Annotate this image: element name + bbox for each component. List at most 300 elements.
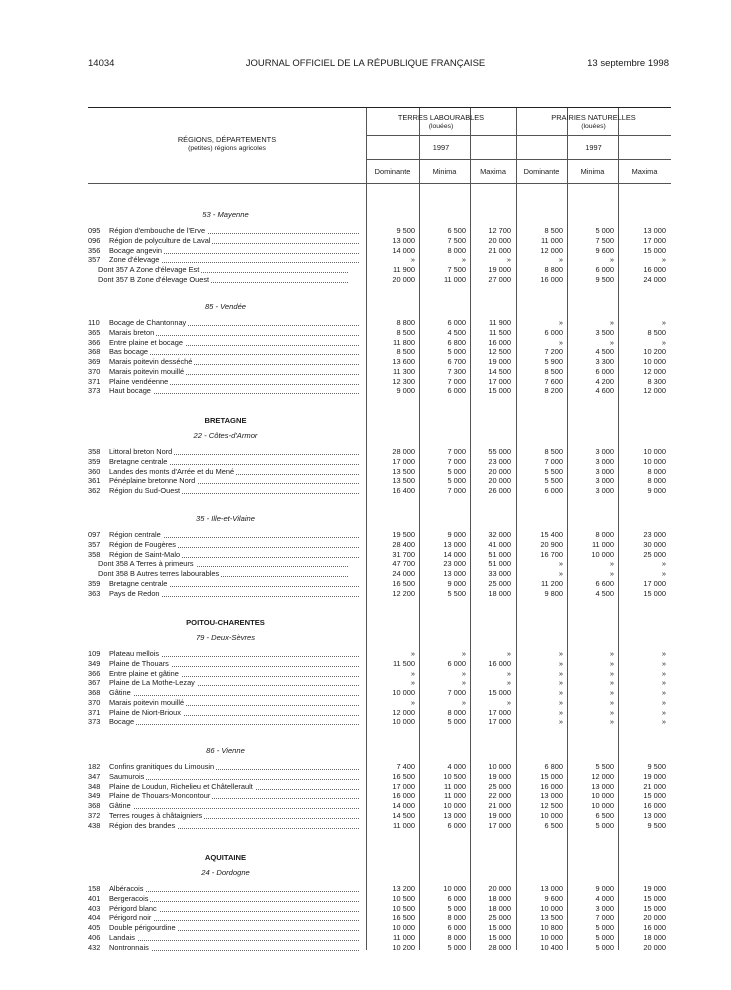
row-value: 23 000	[443, 559, 466, 569]
regions-heading: RÉGIONS, DÉPARTEMENTS (petites) régions agricoles	[177, 135, 277, 152]
row-value: 11 900	[392, 265, 415, 274]
department-heading: 85 - Vendée	[204, 302, 247, 311]
row-code: 349	[88, 791, 101, 801]
row-code: 366	[88, 668, 101, 678]
header-rule	[366, 159, 671, 160]
table-row	[88, 550, 671, 560]
department-heading: 53 - Mayenne	[202, 210, 249, 219]
table-row	[88, 762, 671, 772]
row-value: 10 800	[540, 923, 563, 932]
row-label: Région de polyculture de Laval	[109, 236, 359, 246]
row-value: 14 000	[392, 801, 415, 810]
table-row	[88, 791, 671, 801]
col-dominante: Dominante	[374, 167, 411, 176]
row-value: 51 000	[488, 549, 511, 559]
row-value: 12 500	[488, 347, 511, 357]
row-value: 16 000	[643, 265, 666, 274]
row-value: »	[410, 697, 415, 707]
row-label: Terres rouges à châtaigniers	[109, 811, 359, 821]
row-value: »	[558, 337, 563, 347]
table-row	[88, 894, 671, 904]
row-label: Zone d'élevage	[109, 255, 359, 265]
table-row	[88, 236, 671, 246]
row-value: 3 000	[595, 486, 614, 495]
row-value: 9 500	[647, 820, 666, 830]
row-label: Dont 357 A Zone d'élevage Est	[98, 265, 348, 275]
row-value: 7 000	[447, 486, 466, 495]
row-label: Marais poitevin mouillé	[109, 698, 359, 708]
table-row	[88, 530, 671, 540]
row-label: Marais breton	[109, 328, 359, 338]
row-label: Périgord blanc	[109, 904, 359, 914]
table-row	[88, 338, 671, 348]
row-value: 6 000	[447, 386, 466, 396]
row-value: »	[661, 697, 666, 707]
row-value: »	[661, 688, 666, 697]
row-code: 365	[88, 327, 101, 337]
header-rule	[88, 183, 671, 184]
row-value: 4 000	[595, 893, 614, 903]
row-code: 367	[88, 678, 101, 688]
row-code: 357	[88, 539, 101, 549]
row-value: 47 700	[392, 559, 415, 569]
row-code: 432	[88, 942, 101, 952]
table-row	[88, 318, 671, 328]
row-value: 18 000	[488, 893, 511, 903]
row-label: Landais	[109, 933, 359, 943]
row-label: Région d'embouche de l'Erve	[109, 226, 359, 236]
region-heading: POITOU-CHARENTES	[186, 618, 265, 627]
row-value: 15 000	[488, 932, 511, 942]
row-value: 5 000	[595, 820, 614, 830]
table-row	[88, 904, 671, 914]
row-value: 7 600	[544, 376, 563, 386]
row-value: 5 500	[447, 588, 466, 598]
table-row	[88, 669, 671, 679]
table-row	[88, 226, 671, 236]
row-label: Région de Fougères	[109, 540, 359, 550]
row-value: »	[558, 559, 563, 569]
row-value: 11 000	[443, 274, 466, 284]
row-code: 371	[88, 376, 101, 386]
row-code: 405	[88, 923, 101, 932]
row-value: 3 000	[595, 903, 614, 913]
prairies-naturelles-heading: PRAIRIES NATURELLES (louées)	[551, 113, 636, 130]
row-label: Dont 358 B Autres terres labourables	[98, 569, 348, 579]
row-value: 15 000	[488, 386, 511, 396]
row-value: »	[558, 668, 563, 678]
row-value: 23 000	[643, 530, 666, 539]
row-value: 6 800	[544, 762, 563, 771]
row-value: 9 000	[595, 884, 614, 893]
row-value: 11 200	[540, 578, 563, 588]
row-value: 12 000	[392, 707, 415, 717]
row-value: 15 400	[540, 530, 563, 539]
row-value: 15 000	[540, 771, 563, 781]
row-label: Bocage de Chantonnay	[109, 318, 359, 328]
row-value: 3 000	[595, 447, 614, 456]
row-label: Saumurois	[109, 772, 359, 782]
row-value: 11 000	[392, 820, 415, 830]
row-value: 10 200	[392, 942, 415, 952]
row-value: 19 000	[643, 884, 666, 893]
row-value: 6 500	[447, 226, 466, 235]
row-code: 368	[88, 801, 101, 810]
row-value: 16 000	[643, 801, 666, 810]
row-value: »	[506, 255, 511, 265]
row-code: 404	[88, 913, 101, 923]
row-value: 11 500	[488, 327, 511, 337]
row-value: 14 000	[392, 245, 415, 255]
row-value: 20 900	[540, 539, 563, 549]
row-value: 10 000	[392, 717, 415, 727]
row-label: Confins granitiques du Limousin	[109, 762, 359, 772]
row-value: 6 000	[595, 366, 614, 376]
row-value: 8 000	[647, 476, 666, 486]
row-value: »	[609, 569, 614, 578]
row-value: 7 000	[595, 913, 614, 923]
row-value: 6 000	[595, 265, 614, 274]
row-value: 7 500	[447, 235, 466, 245]
table-row	[88, 933, 671, 943]
row-value: 13 000	[540, 791, 563, 801]
row-value: 15 000	[643, 245, 666, 255]
row-value: 9 000	[447, 578, 466, 588]
row-value: 21 000	[488, 245, 511, 255]
table-row	[88, 559, 671, 569]
row-value: 6 000	[447, 658, 466, 668]
table-row	[88, 255, 671, 265]
row-value: 13 500	[392, 466, 415, 476]
row-value: 5 000	[447, 942, 466, 952]
row-value: »	[661, 337, 666, 347]
row-code: 362	[88, 486, 101, 495]
region-heading: BRETAGNE	[204, 416, 247, 425]
row-value: 8 000	[447, 913, 466, 923]
row-code: 369	[88, 357, 101, 366]
table-row	[88, 386, 671, 396]
row-value: 5 000	[595, 923, 614, 932]
row-label: Pays de Redon	[109, 589, 359, 599]
row-value: »	[609, 717, 614, 727]
row-value: 28 000	[392, 447, 415, 456]
row-value: 31 700	[392, 549, 415, 559]
row-label: Plaine de Niort-Brioux	[109, 708, 359, 718]
row-code: 359	[88, 578, 101, 588]
row-code: 358	[88, 549, 101, 559]
row-value: 25 000	[488, 578, 511, 588]
row-value: 10 000	[643, 456, 666, 466]
row-value: 25 000	[488, 913, 511, 923]
row-value: »	[609, 697, 614, 707]
row-label: Bretagne centrale	[109, 457, 359, 467]
row-value: 12 000	[540, 245, 563, 255]
row-value: 16 000	[540, 781, 563, 791]
row-value: 4 500	[595, 588, 614, 598]
row-value: 9 000	[396, 386, 415, 396]
row-value: 5 500	[544, 476, 563, 486]
row-value: 20 000	[488, 466, 511, 476]
row-value: 5 000	[447, 466, 466, 476]
table-row	[88, 717, 671, 727]
header-rule	[366, 135, 671, 136]
row-value: 8 000	[447, 707, 466, 717]
row-value: 16 000	[488, 658, 511, 668]
row-value: 10 000	[540, 932, 563, 942]
row-value: 13 000	[392, 235, 415, 245]
row-value: 16 000	[540, 274, 563, 284]
row-value: 7 000	[447, 376, 466, 386]
row-label: Pénéplaine bretonne Nord	[109, 476, 359, 486]
table-row	[88, 688, 671, 698]
row-value: 7 200	[544, 347, 563, 357]
row-value: 10 500	[392, 893, 415, 903]
row-value: »	[558, 717, 563, 727]
col-dominante: Dominante	[523, 167, 560, 176]
row-value: 15 000	[488, 923, 511, 932]
row-value: 15 000	[643, 903, 666, 913]
row-value: 7 400	[396, 762, 415, 771]
row-value: 5 000	[447, 476, 466, 486]
row-value: 28 000	[488, 942, 511, 952]
table-row	[88, 347, 671, 357]
row-value: 16 700	[540, 549, 563, 559]
row-value: 9 600	[544, 893, 563, 903]
row-value: 19 500	[392, 530, 415, 539]
row-value: 20 000	[488, 235, 511, 245]
row-value: 13 200	[392, 884, 415, 893]
row-value: »	[558, 688, 563, 697]
row-value: 10 500	[392, 903, 415, 913]
row-value: 17 000	[488, 717, 511, 727]
table-row	[88, 265, 671, 275]
table-row	[88, 367, 671, 377]
row-value: 24 000	[392, 569, 415, 578]
table-row	[88, 457, 671, 467]
row-value: 11 900	[488, 318, 511, 327]
row-value: 27 000	[488, 274, 511, 284]
row-code: 370	[88, 697, 101, 707]
year-heading: 1997	[432, 143, 450, 152]
table-row	[88, 589, 671, 599]
row-value: 5 000	[447, 347, 466, 357]
row-value: 14 000	[443, 549, 466, 559]
row-value: 18 000	[488, 903, 511, 913]
row-value: 28 400	[392, 539, 415, 549]
row-value: 10 000	[540, 903, 563, 913]
row-value: »	[661, 717, 666, 727]
row-label: Plaine vendéenne	[109, 377, 359, 387]
table-row	[88, 923, 671, 933]
row-value: 19 000	[488, 357, 511, 366]
row-code: 347	[88, 771, 101, 781]
row-label: Gâtine	[109, 801, 359, 811]
row-value: 7 000	[447, 447, 466, 456]
row-value: 5 500	[595, 762, 614, 771]
row-code: 363	[88, 588, 101, 598]
row-value: 9 500	[647, 762, 666, 771]
row-code: 182	[88, 762, 101, 771]
row-value: 15 000	[643, 588, 666, 598]
row-value: »	[461, 697, 466, 707]
row-value: 6 000	[544, 327, 563, 337]
row-label: Nontronnais	[109, 943, 359, 953]
row-code: 095	[88, 226, 101, 235]
row-value: 19 000	[643, 771, 666, 781]
row-value: 7 000	[447, 688, 466, 697]
table-row	[88, 772, 671, 782]
row-label: Bas bocage	[109, 347, 359, 357]
row-value: 7 500	[595, 235, 614, 245]
row-value: 11 500	[392, 658, 415, 668]
row-code: 096	[88, 235, 101, 245]
row-value: »	[506, 668, 511, 678]
row-value: »	[661, 707, 666, 717]
table-row	[88, 884, 671, 894]
row-value: 9 800	[544, 588, 563, 598]
row-value: 41 000	[488, 539, 511, 549]
row-code: 358	[88, 447, 101, 456]
row-value: 3 000	[595, 466, 614, 476]
row-value: »	[609, 318, 614, 327]
issue-date: 13 septembre 1998	[587, 58, 669, 69]
department-heading: 35 - Ille-et-Vilaine	[196, 514, 255, 523]
row-value: 13 600	[392, 357, 415, 366]
row-code: 361	[88, 476, 101, 486]
row-value: 20 000	[643, 913, 666, 923]
row-value: 8 000	[595, 530, 614, 539]
row-value: 13 000	[443, 539, 466, 549]
row-value: 17 000	[392, 781, 415, 791]
row-value: 10 000	[591, 549, 614, 559]
row-code: 370	[88, 366, 101, 376]
row-label: Bretagne centrale	[109, 579, 359, 589]
row-value: 10 000	[392, 688, 415, 697]
table-row	[88, 540, 671, 550]
row-value: 24 000	[643, 274, 666, 284]
row-value: »	[609, 668, 614, 678]
row-value: »	[609, 255, 614, 265]
row-value: 4 200	[595, 376, 614, 386]
row-code: 360	[88, 466, 101, 476]
row-label: Gâtine	[109, 688, 359, 698]
row-label: Haut bocage	[109, 386, 359, 396]
row-value: 10 000	[591, 801, 614, 810]
row-value: 15 000	[643, 893, 666, 903]
row-value: »	[661, 658, 666, 668]
row-value: 4 500	[447, 327, 466, 337]
table-row	[88, 447, 671, 457]
row-label: Région du Sud-Ouest	[109, 486, 359, 496]
row-value: 6 500	[544, 820, 563, 830]
row-code: 368	[88, 347, 101, 357]
row-value: »	[410, 678, 415, 688]
row-value: 12 000	[643, 386, 666, 396]
row-value: »	[506, 678, 511, 688]
row-label: Plaine de Thouars	[109, 659, 359, 669]
col-minima: Minima	[580, 167, 605, 176]
row-value: »	[558, 649, 563, 658]
row-value: 23 000	[488, 456, 511, 466]
row-value: 33 000	[488, 569, 511, 578]
row-value: 10 000	[643, 357, 666, 366]
row-value: 10 000	[540, 810, 563, 820]
row-value: »	[558, 678, 563, 688]
col-maxima: Maxima	[631, 167, 658, 176]
table-row	[88, 913, 671, 923]
row-value: 4 600	[595, 386, 614, 396]
row-value: 4 000	[447, 762, 466, 771]
row-value: 6 000	[447, 318, 466, 327]
table-row	[88, 943, 671, 953]
row-code: 109	[88, 649, 101, 658]
row-label: Région centrale	[109, 530, 359, 540]
row-value: 8 500	[544, 226, 563, 235]
journal-title: JOURNAL OFFICIEL DE LA RÉPUBLIQUE FRANÇAISE	[245, 58, 486, 69]
row-label: Dont 358 A Terres à primeurs	[98, 559, 348, 569]
table-row	[88, 467, 671, 477]
row-value: 20 000	[488, 884, 511, 893]
row-value: 9 500	[396, 226, 415, 235]
row-value: 5 500	[544, 466, 563, 476]
row-value: 13 000	[540, 884, 563, 893]
row-value: 12 000	[643, 366, 666, 376]
row-value: 5 900	[544, 357, 563, 366]
table-row	[88, 678, 671, 688]
table-row	[88, 649, 671, 659]
row-value: 10 400	[540, 942, 563, 952]
row-label: Entre plaine et bocage	[109, 338, 359, 348]
row-value: »	[609, 649, 614, 658]
row-value: 3 000	[595, 456, 614, 466]
row-value: 4 500	[595, 347, 614, 357]
row-value: 13 000	[443, 569, 466, 578]
table-row	[88, 811, 671, 821]
row-value: 12 000	[591, 771, 614, 781]
table-row	[88, 659, 671, 669]
row-value: 21 000	[488, 801, 511, 810]
row-value: 6 000	[544, 486, 563, 495]
row-value: »	[410, 255, 415, 265]
row-code: 097	[88, 530, 101, 539]
row-code: 373	[88, 717, 101, 727]
row-label: Landes des monts d'Arrée et du Mené	[109, 467, 359, 477]
row-value: 8 300	[647, 376, 666, 386]
row-value: 19 000	[488, 265, 511, 274]
row-value: 7 000	[447, 456, 466, 466]
table-row	[88, 698, 671, 708]
row-value: 8 000	[447, 932, 466, 942]
row-value: 6 700	[447, 357, 466, 366]
table-row	[88, 801, 671, 811]
row-value: 8 000	[647, 466, 666, 476]
row-value: 8 000	[447, 245, 466, 255]
row-value: 10 000	[643, 447, 666, 456]
row-label: Marais poitevin mouillé	[109, 367, 359, 377]
row-code: 372	[88, 810, 101, 820]
region-heading: AQUITAINE	[204, 853, 247, 862]
table-row	[88, 708, 671, 718]
row-value: »	[661, 318, 666, 327]
row-code: 373	[88, 386, 101, 396]
row-value: 10 000	[443, 801, 466, 810]
table-row	[88, 377, 671, 387]
row-value: 18 000	[643, 932, 666, 942]
row-value: 17 000	[392, 456, 415, 466]
col-minima: Minima	[432, 167, 457, 176]
row-value: 10 000	[392, 923, 415, 932]
row-value: 22 000	[488, 791, 511, 801]
